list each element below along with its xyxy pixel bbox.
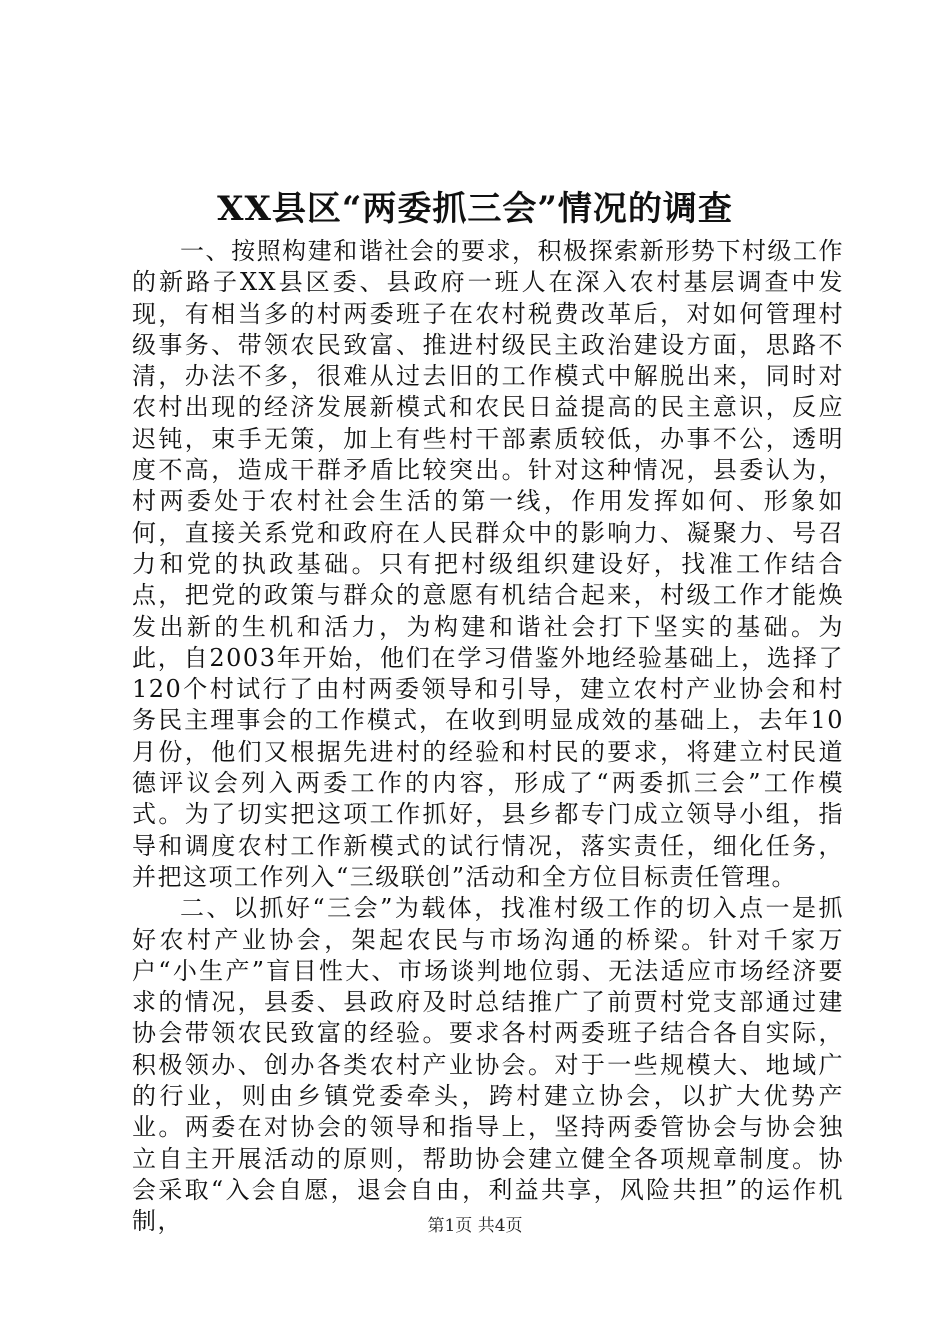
document-body (132, 236, 844, 1238)
page-number-footer: 第1页 共4页 (427, 1216, 523, 1236)
paragraph-2: 二、以抓好“三会”为载体，找准村级工作的切入点一是抓好农村产业协会，架起农民与市场沟通的桥梁。针对千家万户“小生产”盲目性大、市场谈判地位弱、无法适应市场经济要求的情况，县委、县政府及时总结推广了前贾村党支部通过建协会带领农民致富的经验。要求各村两委班子结合各自实际，积极领办、创办各类农村产业协会。对于一些规模大、地域广的行业，则由乡镇党委牵头，跨村建立协会，以扩大优势产业。两委在对协会的领导和指导上，坚持两委管协会与协会独立自主开展活动的原则，帮助协会建立健全各项规章制度。协会采取“入会自愿，退会自由，利益共享，风险共担”的运作机制， (132, 894, 844, 1236)
document-title: XX县区“两委抓三会”情况的调查 (217, 189, 733, 229)
paragraph-1: 一、按照构建和谐社会的要求，积极探索新形势下村级工作的新路子XX县区委、县政府一班人在深入农村基层调查中发现，有相当多的村两委班子在农村税费改革后，对如何管理村级事务、带领农民致富、推进村级民主政治建设方面，思路不清，办法不多，很难从过去旧的工作模式中解脱出来，同时对农村出现的经济发展新模式和农民日益提高的民主意识，反应迟钝，束手无策，加上有些村干部素质较低，办事不公，透明度不高，造成干群矛盾比较突出。针对这种情况，县委认为，村两委处于农村社会生活的第一线，作用发挥如何、形象如何，直接关系党和政府在人民群众中的影响力、凝聚力、号召力和党的执政基础。只有把村级组织建设好，找准工作结合点，把党的政策与群众的意愿有机结合起来，村级工作才能焕发出新的生机和活力，为构建和谐社会打下坚实的基础。为此，自2003年开始，他们在学习借鉴外地经验基础上，选择了120个村试行了由村两委领导和引导，建立农村产业协会和村务民主理事会的工作模式，在收到明显成效的基础上，去年10月份，他们又根据先进村的经验和村民的要求，将建立村民道德评议会列入两委工作的内容，形成了“两委抓三会”工作模式。为了切实把这项工作抓好，县乡都专门成立领导小组，指导和调度农村工作新模式的试行情况，落实责任，细化任务，并把这项工作列入“三级联创”活动和全方位目标责任管理。 (132, 237, 844, 891)
